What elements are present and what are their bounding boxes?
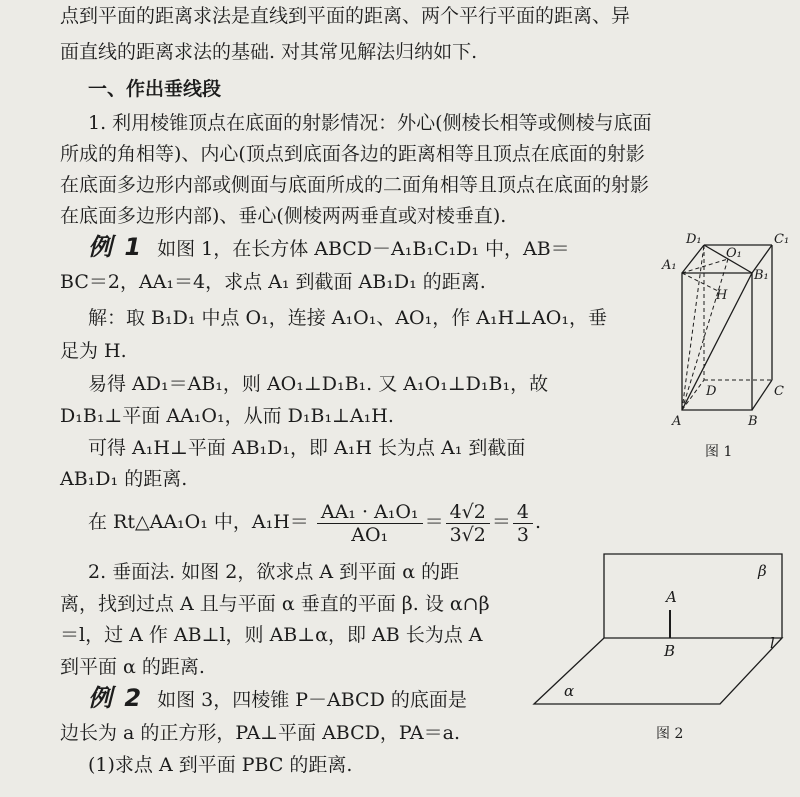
fraction-numerator: 4: [513, 501, 533, 524]
edge-bc: [752, 380, 772, 410]
fraction: [446, 501, 490, 546]
label-c1: C₁: [774, 232, 790, 247]
text-line: 面直线的距离求法的基础. 对其常见解法归纳如下.: [60, 41, 478, 63]
text-line: AB₁D₁ 的距离.: [60, 468, 188, 490]
formula-prefix: 在 Rt△AA₁O₁ 中，A₁H＝: [88, 511, 309, 533]
text-line: 点到平面的距离求法是直线到平面的距离、两个平行平面的距离、异: [60, 5, 631, 27]
fraction-numerator: AA₁ · A₁O₁: [317, 501, 423, 524]
period: .: [534, 511, 542, 533]
text-line: 到平面 α 的距离.: [60, 656, 205, 678]
solution-line: 解：取 B₁D₁ 中点 O₁，连接 A₁O₁、AO₁，作 A₁H⊥AO₁，垂: [88, 307, 607, 329]
label-l: l: [770, 634, 775, 652]
text-line: 足为 H.: [60, 340, 127, 362]
text-line: 在底面多边形内部或侧面与底面所成的二面角相等且顶点在底面的射影: [60, 174, 650, 196]
label-c: C: [774, 384, 784, 399]
text-line: 可得 A₁H⊥平面 AB₁D₁，即 A₁H 长为点 A₁ 到截面: [88, 437, 526, 459]
label-d1: D₁: [686, 232, 702, 247]
figure-2-caption: 图 2: [656, 726, 684, 742]
text-line: 1. 利用棱锥顶点在底面的射影情况：外心(侧棱长相等或侧棱与底面: [88, 112, 652, 134]
fraction-denominator: AO₁: [351, 523, 389, 546]
hidden-edge-ad: [682, 380, 704, 410]
figure-1-caption: 图 1: [705, 444, 733, 460]
label-o1: O₁: [726, 246, 742, 261]
label-b1: B₁: [754, 268, 769, 283]
label-beta: β: [758, 562, 767, 580]
fraction: [317, 501, 423, 546]
label-alpha: α: [564, 682, 575, 700]
text-line: D₁B₁⊥平面 AA₁O₁，从而 D₁B₁⊥A₁H.: [60, 405, 394, 427]
fraction-denominator: 3: [516, 523, 529, 546]
label-h: H: [716, 288, 728, 303]
label-b: B: [664, 642, 676, 660]
text-line: ＝l，过 A 作 AB⊥l，则 AB⊥α，即 AB 长为点 A: [60, 624, 483, 646]
label-a: A: [672, 414, 682, 429]
segment-a1o1: [682, 259, 728, 273]
example-1-tag: 例 1: [88, 233, 144, 261]
equals-sign: ＝: [424, 511, 444, 533]
text-line: BC＝2，AA₁＝4，求点 A₁ 到截面 AB₁D₁ 的距离.: [60, 271, 486, 293]
label-b: B: [748, 414, 758, 429]
example-2-tag: 例 2: [88, 684, 144, 712]
example-1-line: [88, 235, 570, 261]
text-line: 离，找到过点 A 且与平面 α 垂直的平面 β. 设 α∩β: [60, 593, 490, 615]
text-span: 如图 3，四棱锥 P－ABCD 的底面是: [157, 689, 467, 711]
text-line: 在底面多边形内部)、垂心(侧棱两两垂直或对棱垂直).: [60, 205, 507, 227]
figure-2-planes: [520, 548, 792, 718]
text-line: (1)求点 A 到平面 PBC 的距离.: [88, 754, 353, 776]
plane-beta: [604, 554, 782, 638]
label-a: A: [666, 588, 677, 606]
formula-line: [88, 499, 541, 546]
fraction: [513, 501, 533, 546]
section-heading: 一、作出垂线段: [88, 78, 222, 100]
fraction-denominator: 3√2: [449, 523, 486, 546]
method-2-line: 2. 垂面法. 如图 2，欲求点 A 到平面 α 的距: [88, 561, 460, 583]
text-span: 如图 1，在长方体 ABCD－A₁B₁C₁D₁ 中，AB＝: [157, 238, 570, 260]
text-line: 易得 AD₁＝AB₁，则 AO₁⊥D₁B₁. 又 A₁O₁⊥D₁B₁，故: [88, 373, 549, 395]
label-a1: A₁: [662, 258, 677, 273]
example-2-line: [88, 686, 467, 712]
label-d: D: [706, 384, 717, 399]
fraction-numerator: 4√2: [446, 501, 490, 524]
text-line: 边长为 a 的正方形，PA⊥平面 ABCD，PA＝a.: [60, 722, 461, 744]
figure-1-box: [660, 225, 795, 435]
text-line: 所成的角相等)、内心(顶点到底面各边的距离相等且顶点在底面的射影: [60, 143, 645, 165]
equals-sign: ＝: [491, 511, 511, 533]
